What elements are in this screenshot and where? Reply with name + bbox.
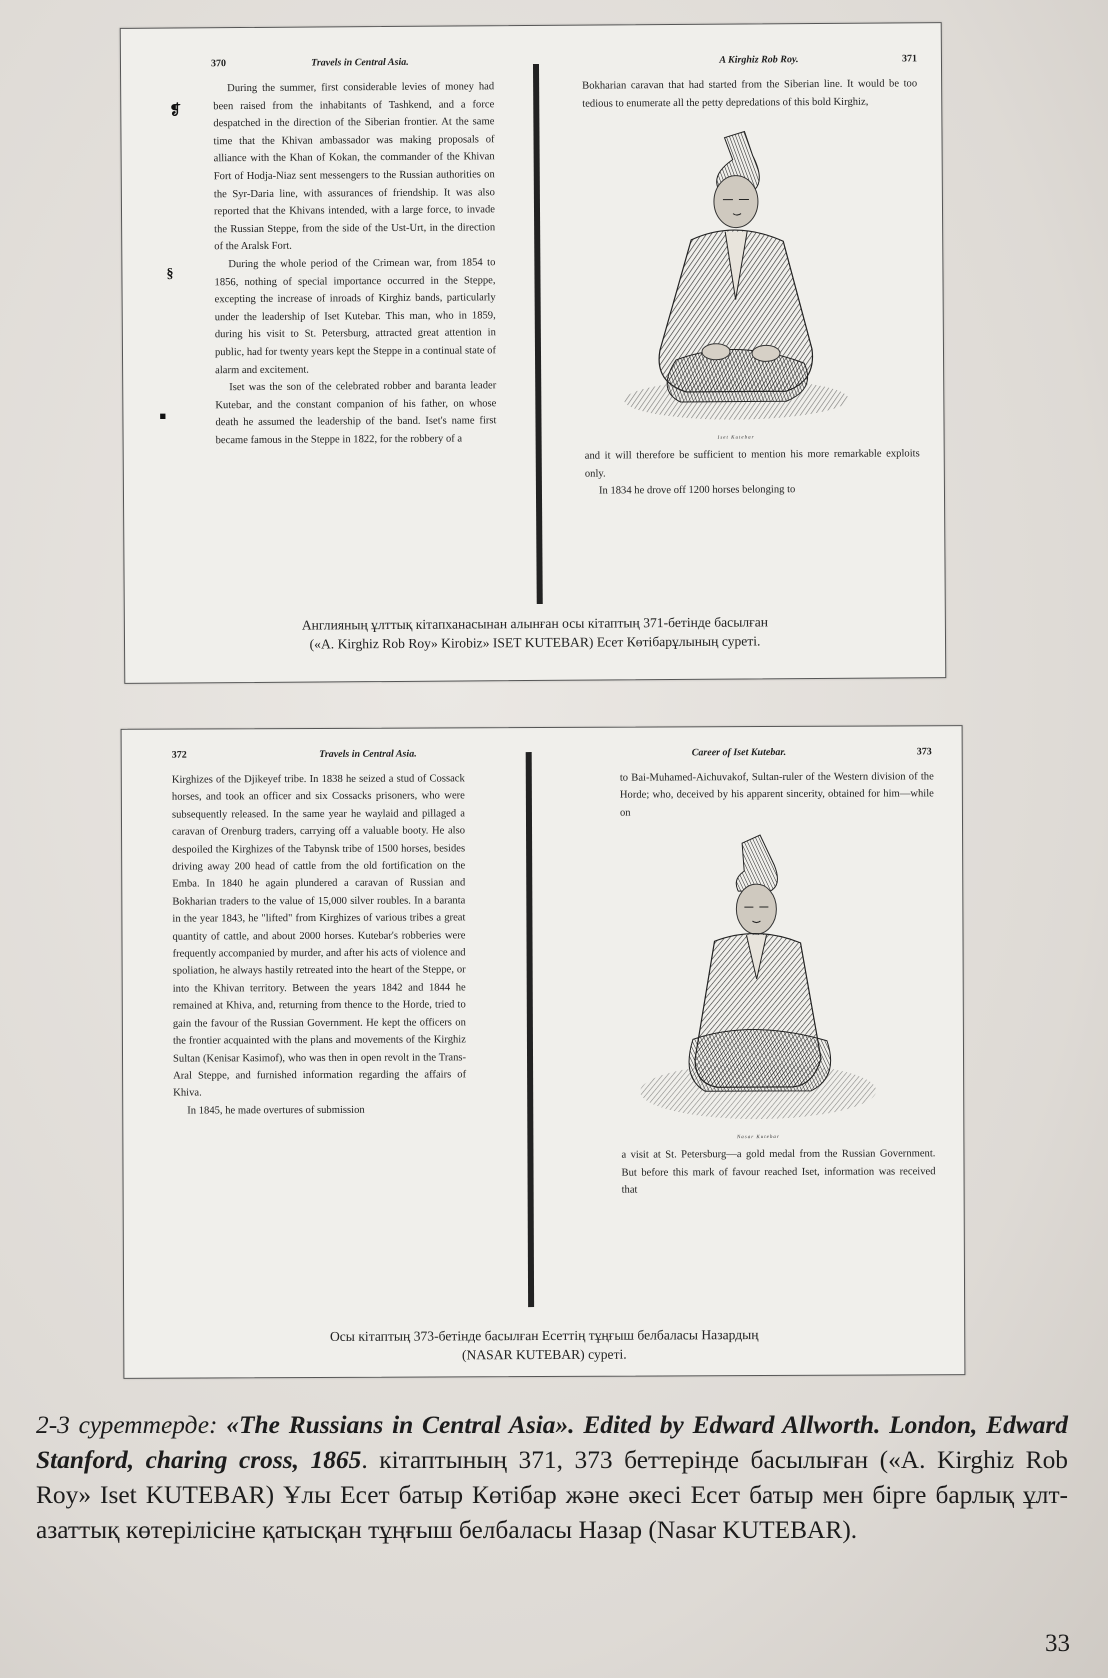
figure-caption (125, 611, 945, 655)
margin-mark-icon: ■ (159, 410, 167, 423)
figure-nasar-kutebar (121, 725, 966, 1379)
figure-caption (124, 1324, 964, 1366)
book-paragraph: Iset was the son of the celebrated robber and baranta leader Kutebar, and the constant companion of his father, on whose death he assumed the leadership of the band. Iset's name first became famous in the Steppe in 1822, for the robbery of a (215, 380, 497, 447)
book-page-number: 370 (210, 58, 227, 70)
caption-label: 2-3 суреттерде: (36, 1411, 227, 1439)
book-page-370 (141, 56, 520, 619)
book-paragraph: During the whole period of the Crimean war, from 1854 to 1856, nothing of special importance occurred in the Steppe, excepting the increase of inroads of Kirghiz bands, particularly under the leadership of Iset Kutebar. This man, who in 1859, during his visit to St. Petersburg, attracted great attention in public, had for twenty years kept the Steppe in a continual state of alarm and excitement. (214, 257, 497, 376)
book-page-number: 373 (916, 746, 932, 758)
book-paragraph: In 1834 he drove off 1200 horses belonging to (598, 484, 796, 497)
book-page-371 (546, 53, 925, 616)
book-gutter (533, 64, 543, 604)
book-spread (141, 53, 925, 618)
main-caption (36, 1408, 1068, 1548)
figure-caption-line: (NASAR KUTEBAR) суреті. (461, 1346, 627, 1363)
caption-description: . кітаптының 371, 373 беттерінде басылыған («A. Kirghiz Rob Roy» Iset KUTEBAR) Ұлы Есет батыр Көтібар және әкесі Есет батыр мен бірге барлық ұлт-азаттық көтерілісіне қатысқан тұңғыш белбаласы Назар (Nasar KUTEBAR). (36, 1446, 1069, 1544)
book-paragraph: Kirghizes of the Djikeyef tribe. In 1838 he seized a stud of Cossack horses, and took an officer and six Cossacks prisoners, who were subsequently released. In the same year he waylaid and pillaged a caravan of Orenburg traders, carrying off a valuable booty. He also despoiled the Kirghizes of the Tabynsk tribe of 1500 horses, besides driving away 200 head of cattle from the old fortification on the Emba. In 1840 he again plundered a caravan of Russian and Bokharian traders to the value of 15,000 silver roubles. In a baranta in the year 1843, he "lifted" from Kirghizes of various tribes a great quantity of cattle, and about 2000 horses. Kutebar's robberies were frequently accompanied by murder, and after his acts of violence and spoliation, he always hastily retreated into the heart of the Steppe, or into the Khivan territory. Between the years 1842 and 1844 he remained at Khiva, and, returning from thence to the Horde, tried to gain the favour of the Russian Government. He kept the officers on the frontier acquainted with the plans and movements of the Kirghiz Sultan (Kenisar Kasimof), who was then in open revolt in the Trans-Aral Steppe, and furnished information regarding the affairs of Khiva. (171, 773, 467, 1099)
book-paragraph: Bokharian caravan that had started from the Siberian line. It would be too tedious to enumerate all the petty depredations of this bold Kirghiz, (582, 78, 918, 110)
figure-caption-line: Англияның ұлттық кітапханасынан алынған осы кітаптың 371-бетінде басылған (301, 614, 769, 633)
running-head (141, 56, 516, 81)
running-head (546, 53, 921, 78)
plate-caption: Nasar Kutebar (736, 1135, 780, 1141)
book-paragraph: In 1845, he made overtures of submission (187, 1104, 365, 1117)
margin-mark-icon: ❡ (169, 103, 182, 119)
book-page-number: 371 (901, 53, 917, 65)
running-title: Travels in Central Asia. (319, 748, 417, 760)
figure-iset-kutebar (120, 22, 947, 684)
engraving-nasar-kutebar (632, 829, 883, 1130)
running-title: A Kirghiz Rob Roy. (719, 54, 799, 66)
book-page-372 (142, 748, 510, 1325)
book-page-number: 372 (171, 749, 187, 761)
engraving-iset-kutebar (614, 119, 856, 431)
plate-caption: Iset Kutebar (717, 435, 755, 441)
running-head (572, 746, 942, 770)
book-page-373 (572, 746, 945, 1323)
figure-caption-line: Осы кітаптың 373-бетінде басылған Есеттің тұңғыш белбаласы Назардың (329, 1327, 759, 1344)
running-title: Career of Iset Kutebar. (691, 746, 787, 759)
figure-caption-line: («A. Kirghiz Rob Roy» Kirobiz» ISET KUTEBAR) Есет Көтібарұлының суреті. (309, 633, 761, 652)
book-paragraph: and it will therefore be sufficient to mention his more remarkable exploits only. (584, 448, 920, 480)
book-paragraph: to Bai-Muhamed-Aichuvakof, Sultan-ruler of the Western division of the Horde; who, deceived by his apparent sincerity, obtained for him—while on (619, 771, 934, 819)
caption-book-title: «The Russians in Central Asia». Edited by Edward Allworth. London, Edward Stanford, charing cross, 1865 (36, 1411, 1068, 1474)
book-paragraph: During the summer, first considerable levies of money had been raised from the inhabitants of Tashkend, and a force despatched in the direction of the Siberian frontier. At the same time that the Khivan ambassador was making proposals of alliance with the Khan of Kokan, the commander of the Khivan Fort of Hodja-Niaz sent messengers to the Russian authorities on the Syr-Daria line, with assurances of friendship. It was also reported that the Khivans intended, with a large force, to invade the Russian Steppe, from the side of the Ust-Urt, in the direction of the Aralsk Fort. (213, 81, 496, 253)
running-head (142, 748, 507, 772)
book-gutter (526, 752, 534, 1307)
page-number: 33 (1045, 1630, 1070, 1657)
margin-mark-icon: § (166, 266, 174, 282)
running-title: Travels in Central Asia. (311, 56, 409, 69)
book-spread (142, 746, 945, 1324)
book-paragraph: a visit at St. Petersburg—a gold medal from the Russian Government. But before this mark of favour reached Iset, information was received that (621, 1148, 936, 1196)
